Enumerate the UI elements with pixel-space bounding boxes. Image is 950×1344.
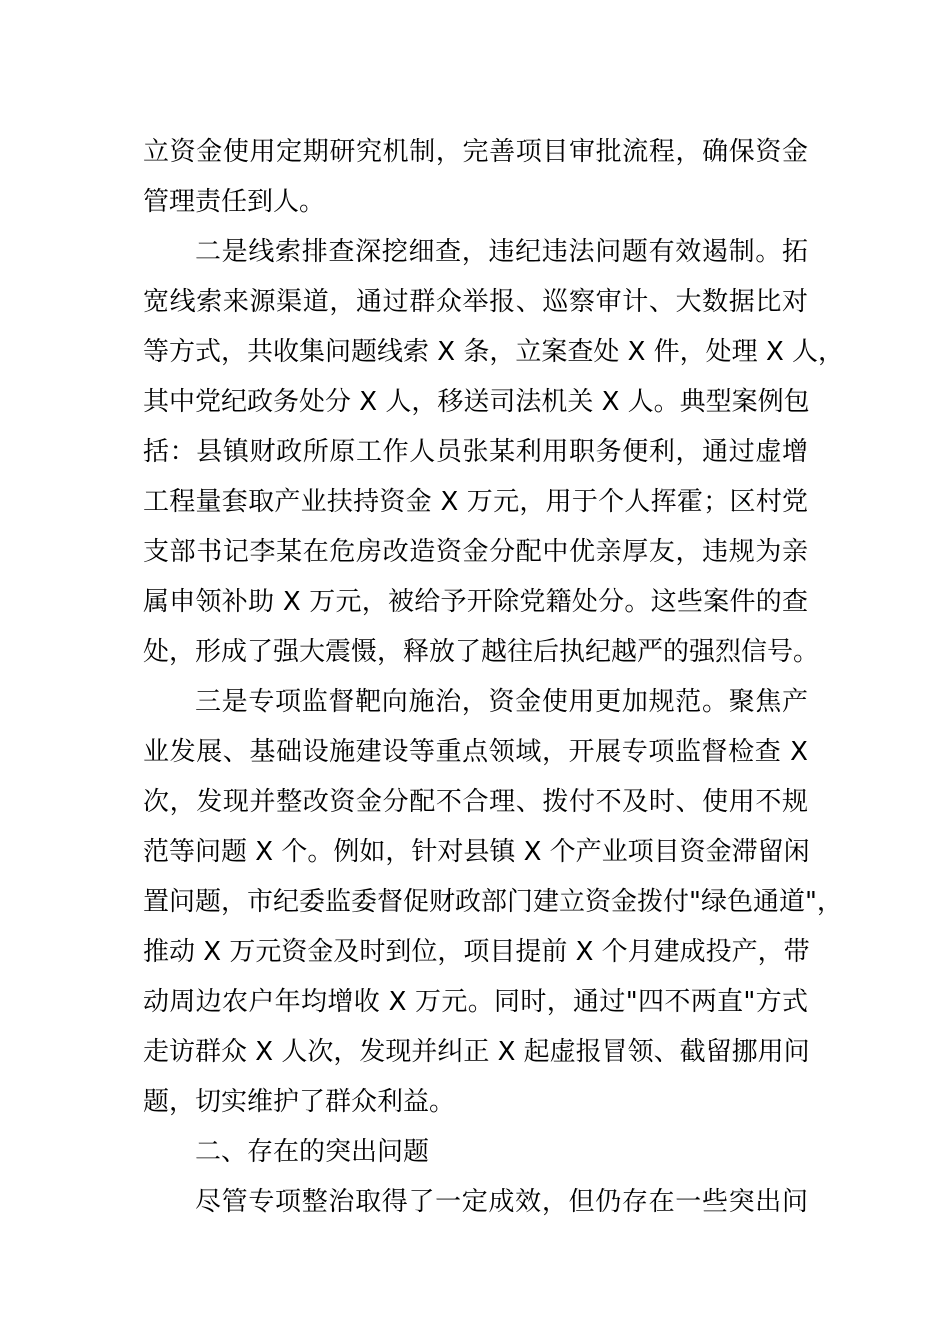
text-line: 等方式，共收集问题线索 X 条，立案查处 X 件，处理 X 人， bbox=[143, 337, 845, 367]
text-line: 属申领补助 X 万元，被给予开除党籍处分。这些案件的查 bbox=[143, 587, 808, 617]
text-line: 范等问题 X 个。例如，针对县镇 X 个产业项目资金滞留闲 bbox=[143, 837, 810, 867]
text-line: 宽线索来源渠道，通过群众举报、巡察审计、大数据比对 bbox=[143, 287, 808, 317]
text-line: 动周边农户年均增收 X 万元。同时，通过"四不两直"方式 bbox=[143, 987, 808, 1017]
text-line: 支部书记李某在危房改造资金分配中优亲厚友，违规为亲 bbox=[143, 537, 808, 567]
text-line: 工程量套取产业扶持资金 X 万元，用于个人挥霍；区村党 bbox=[143, 487, 808, 517]
paragraph-start-line: 二是线索排查深挖细查，违纪违法问题有效遏制。拓 bbox=[195, 237, 808, 267]
text-line: 立资金使用定期研究机制，完善项目审批流程，确保资金 bbox=[143, 137, 808, 167]
text-line: 置问题，市纪委监委督促财政部门建立资金拨付"绿色通道"， bbox=[143, 887, 843, 917]
paragraph-start-line: 三是专项监督靶向施治，资金使用更加规范。聚焦产 bbox=[195, 687, 808, 717]
text-line: 管理责任到人。 bbox=[143, 187, 326, 217]
text-line: 处，形成了强大震慑，释放了越往后执纪越严的强烈信号。 bbox=[143, 637, 820, 667]
text-line: 括：县镇财政所原工作人员张某利用职务便利，通过虚增 bbox=[143, 437, 808, 467]
text-line: 业发展、基础设施建设等重点领域，开展专项监督检查 X bbox=[143, 737, 808, 767]
paragraph-start-line: 尽管专项整治取得了一定成效，但仍存在一些突出问 bbox=[195, 1187, 808, 1217]
text-line: 次，发现并整改资金分配不合理、拨付不及时、使用不规 bbox=[143, 787, 808, 817]
section-heading: 二、存在的突出问题 bbox=[195, 1137, 430, 1167]
text-line: 推动 X 万元资金及时到位，项目提前 X 个月建成投产，带 bbox=[143, 937, 810, 967]
text-line: 其中党纪政务处分 X 人，移送司法机关 X 人。典型案例包 bbox=[143, 387, 810, 417]
text-line: 题，切实维护了群众利益。 bbox=[143, 1087, 456, 1117]
text-line: 走访群众 X 人次，发现并纠正 X 起虚报冒领、截留挪用问 bbox=[143, 1037, 810, 1067]
